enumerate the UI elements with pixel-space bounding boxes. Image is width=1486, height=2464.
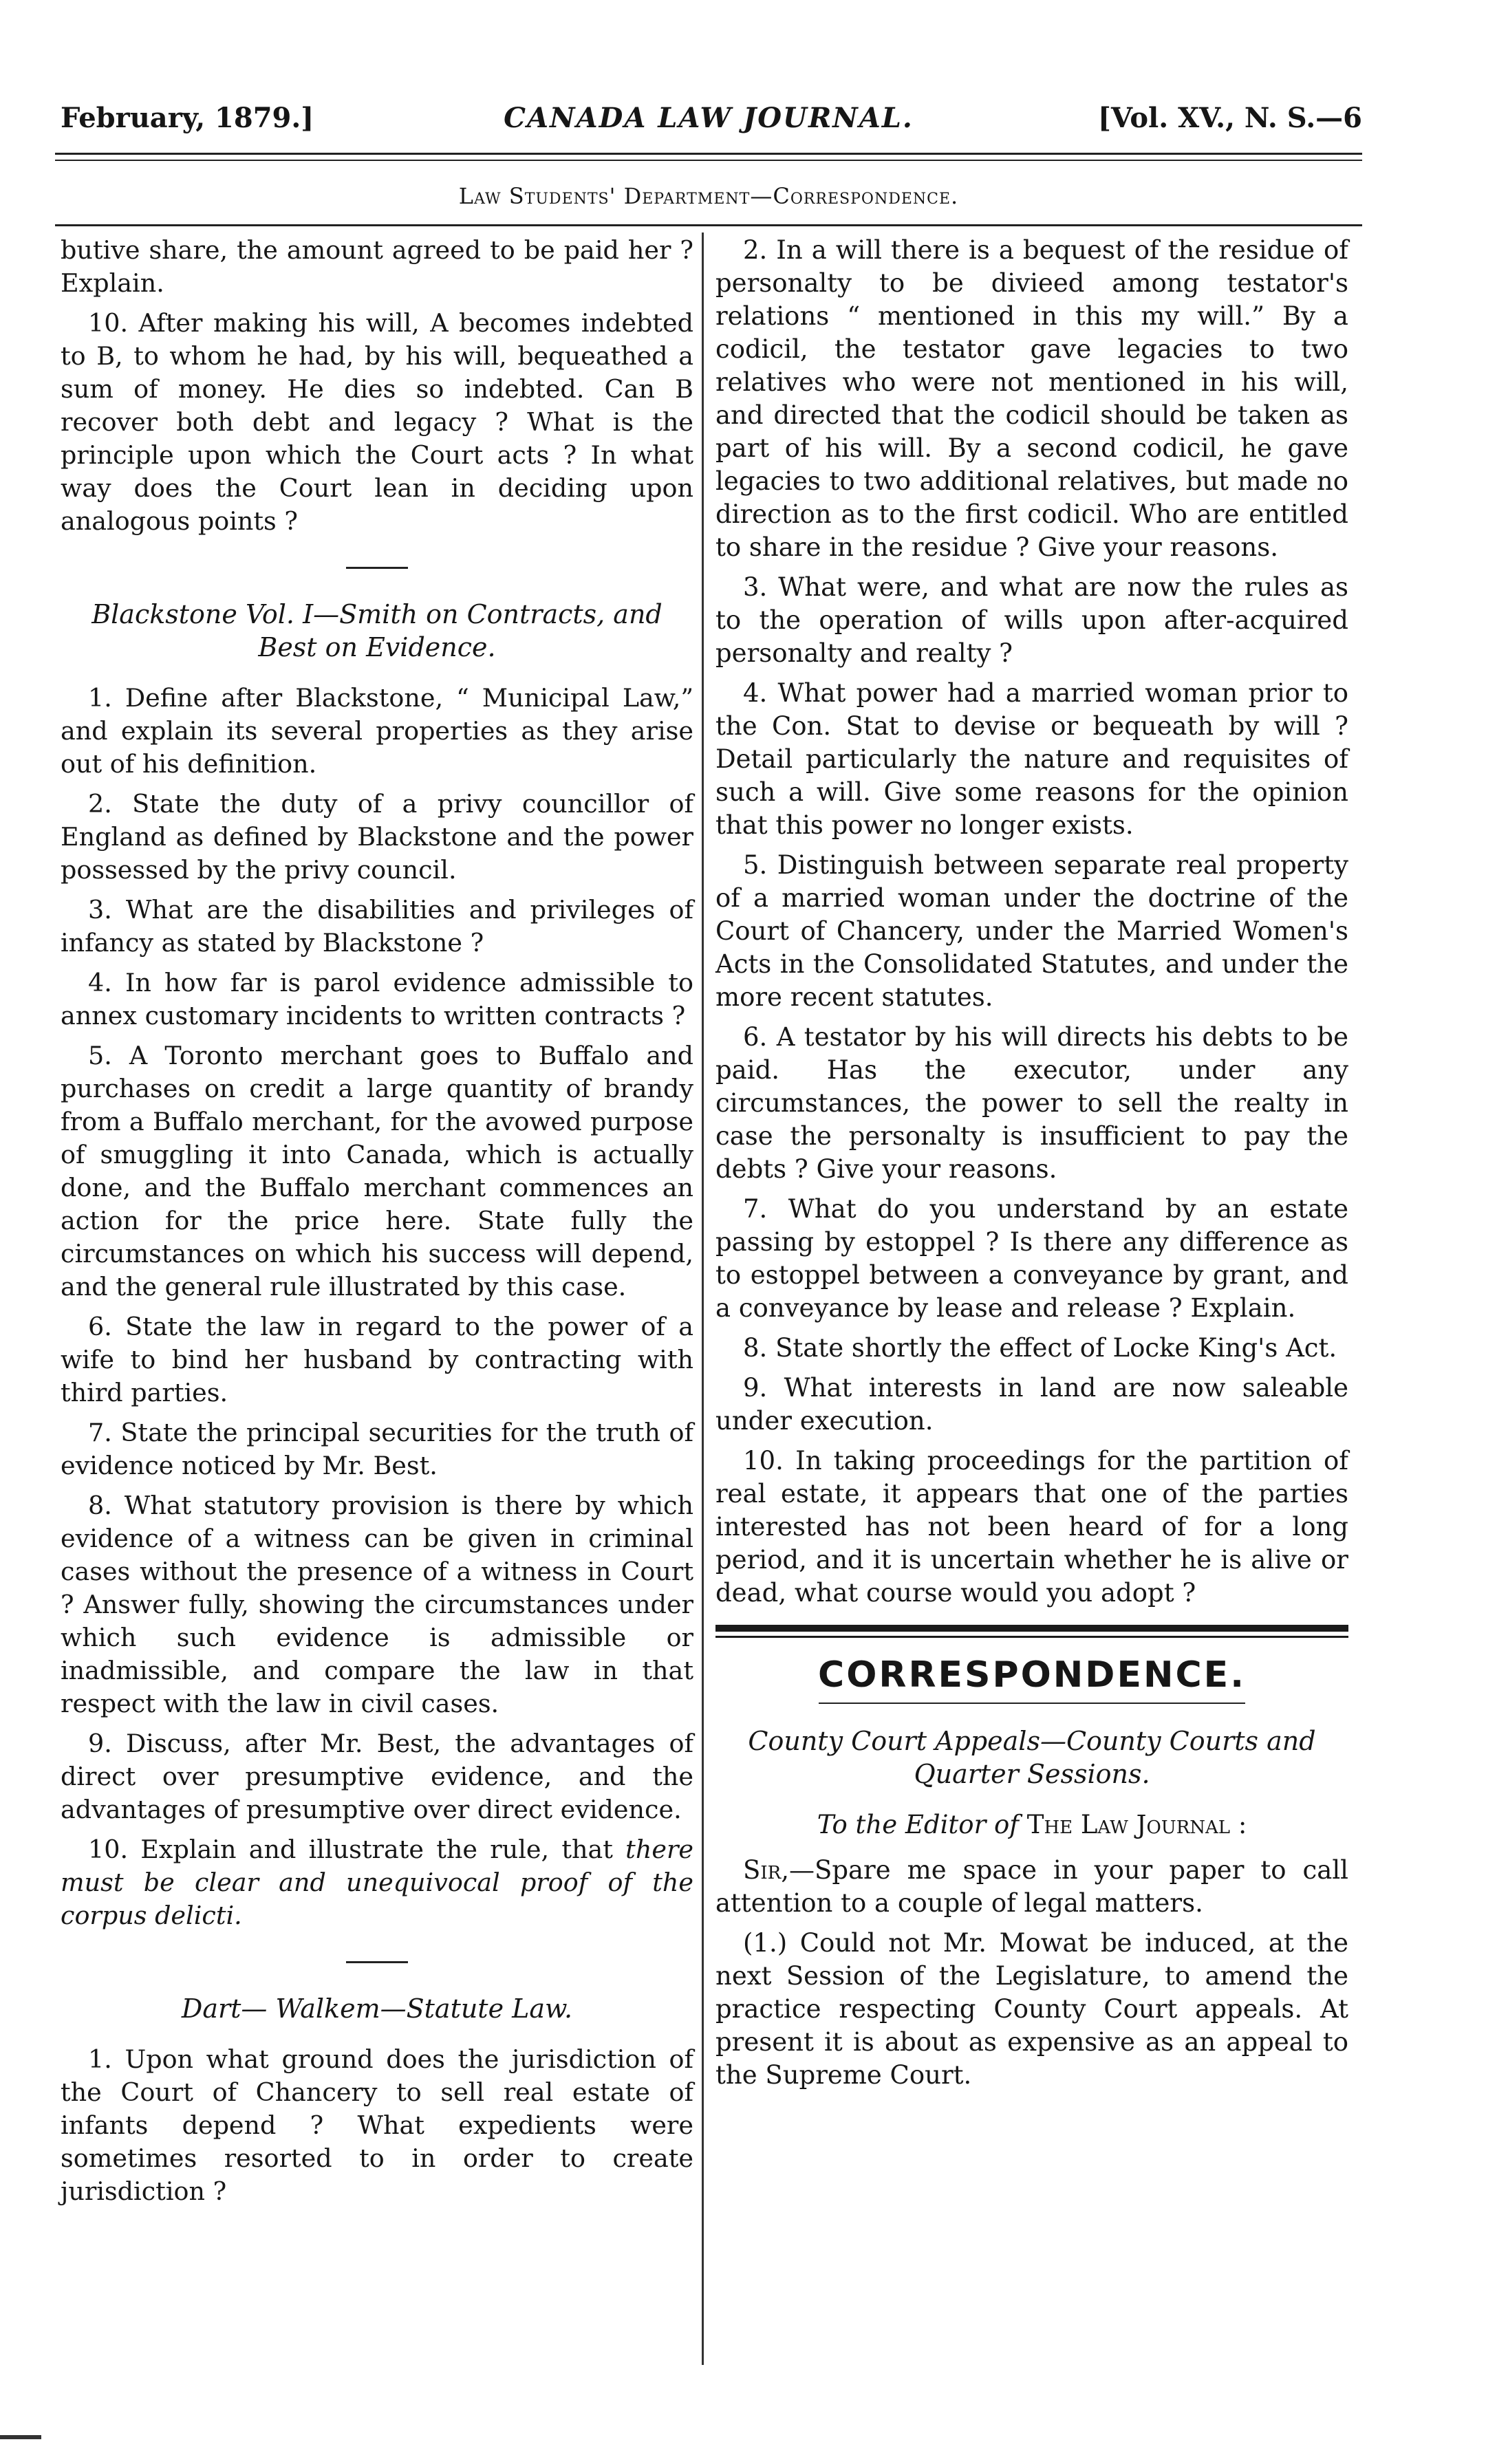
question-item: 1. Upon what ground does the jurisdiction of the Court of Chancery to sell real estate of infants depend ? What expedients were sometimes resorted to in order to create jurisdiction ? [61,2044,693,2206]
letter-paragraph: (1.) Could not Mr. Mowat be induced, at the next Session of the Legislature, to amend the practice respecting County Court appeals. At present it is about as expensive as an appeal to the Supreme Court. [715,1928,1348,2090]
question-item: 4. In how far is parol evidence admissible to annex customary incidents to written contracts ? [61,968,693,1030]
journal-title: CANADA LAW JOURNAL. [504,102,914,134]
question-item: 6. A testator by his will directs his debts to be paid. Has the executor, under any circumstances, the power to sell the realty in case the personalty is insufficient to pay the debts ? Give your reasons. [715,1022,1348,1184]
question-item: 8. State shortly the effect of Locke King's Act. [743,1333,1337,1363]
question-item: 3. What are the disabilities and privileges of infancy as stated by Blackstone ? [61,895,693,958]
correspondence-thick-rule [715,1625,1348,1632]
section-title-blackstone: Blackstone Vol. I—Smith on Contracts, and Best on Evidence. [91,599,663,662]
section-title-statute-law: Dart— Walkem—Statute Law. [181,1993,573,2024]
question-item: 10. In taking proceedings for the partition of real estate, it appears that one of the parties interested has not been heard of for a long period, and it is uncertain whether he is alive or dead, what course would you adopt ? [715,1446,1348,1608]
editor-address [715,1808,1348,1841]
question-item: 5. Distinguish between separate real property of a married woman under the doctrine of the Court of Chancery, under the Married Women's Acts in the Consolidated Statutes, and under the more recent statutes. [715,850,1348,1012]
page-edge-mark [0,2435,41,2439]
question-item: 8. What statutory provision is there by which evidence of a witness can be given in criminal cases without the presence of a witness in Court ? Answer fully, showing the circumstances under which such evidence is admissible or inadmissible, and compare the law in that respect with the law in civil cases. [61,1491,693,1718]
section-heading: Law Students' Department—Correspondence. [458,183,959,209]
question-item: 6. State the law in regard to the power of a wife to bind her husband by contracting with third parties. [61,1312,693,1407]
correspondence-underline [819,1703,1245,1704]
header-rule-top [55,153,1362,155]
question-continuation: butive share, the amount agreed to be paid her ? Explain. [61,235,693,298]
question-item: 2. State the duty of a privy councillor of England as defined by Blackstone and the power possessed by the privy council. [61,789,693,885]
question-item: 3. What were, and what are now the rules as to the operation of wills upon after-acquired personalty and realty ? [715,572,1348,668]
correspondence-heading: CORRESPONDENCE. [818,1654,1246,1696]
question-item: 4. What power had a married woman prior to the Con. Stat to devise or bequeath by will ? Detail particularly the nature and requisites of such a will. Give some reasons for the opinion that this power no longer exists. [715,678,1348,840]
header-rule-bottom [55,160,1362,161]
section-separator [346,1961,408,1963]
letter-text: —Spare me space in your paper to call attention to a couple of legal matters. [715,1855,1348,1918]
question-text: 10. Explain and illustrate the rule, that [88,1835,626,1864]
section-separator [346,567,408,569]
volume-number: [Vol. XV., N. S.—6 [1098,102,1362,134]
question-item: 9. What interests in land are now saleable under execution. [715,1373,1348,1436]
question-item: 7. What do you understand by an estate passing by estoppel ? Is there any difference as to estoppel between a conveyance by grant, and a conveyance by lease and release ? Explain. [715,1194,1348,1323]
editor-publication: The Law Journal : [1026,1810,1247,1839]
question-item: 9. Discuss, after Mr. Best, the advantages of direct over presumptive evidence, and the advantages of presumptive over direct evidence. [61,1729,693,1824]
question-item: 7. State the principal securities for the truth of evidence noticed by Mr. Best. [61,1418,693,1480]
issue-date: February, 1879.] [61,102,314,134]
question-item-10 [61,1833,693,1932]
question-item: 5. A Toronto merchant goes to Buffalo and purchases on credit a large quantity of brandy from a Buffalo merchant, for the avowed purpose of smuggling it into Canada, which is actually done, and the Buffalo merchant commences an action for the price here. State fully the circumstances on which his success will depend, and the general rule illustrated by this case. [61,1041,693,1301]
section-rule [55,224,1362,226]
running-header [55,98,1362,146]
column-divider [702,233,704,2365]
question-italic-text: there must be clear and unequivocal proof of the corpus delicti. [61,1835,693,1930]
correspondence-thin-rule [715,1636,1348,1638]
left-column [61,234,693,2215]
question-10: 10. After making his will, A becomes indebted to B, to whom he had, by his will, bequeathed a sum of money. He dies so indebted. Can B recover both debt and legacy ? What is the principle upon which the Court acts ? In what way does the Court lean in deciding upon analogous points ? [61,308,693,536]
correspondence-subtitle: County Court Appeals—County Courts and Quarter Sessions. [748,1726,1316,1789]
editor-to: To the Editor of [817,1810,1027,1839]
right-column [715,234,1348,2099]
salutation: Sir, [743,1855,789,1885]
question-item: 1. Define after Blackstone, “ Municipal Law,” and explain its several properties as they arise out of his definition. [61,683,693,779]
question-item: 2. In a will there is a bequest of the residue of personalty to be divieed among testator's relations “ mentioned in this my will.” By a codicil, the testator gave legacies to two relatives who were not mentioned in his will, and directed that the codicil should be taken as part of his will. By a second codicil, he gave legacies to two additional relatives, but made no direction as to the first codicil. Who are entitled to share in the residue ? Give your reasons. [715,235,1348,562]
letter-paragraph [715,1854,1348,1920]
